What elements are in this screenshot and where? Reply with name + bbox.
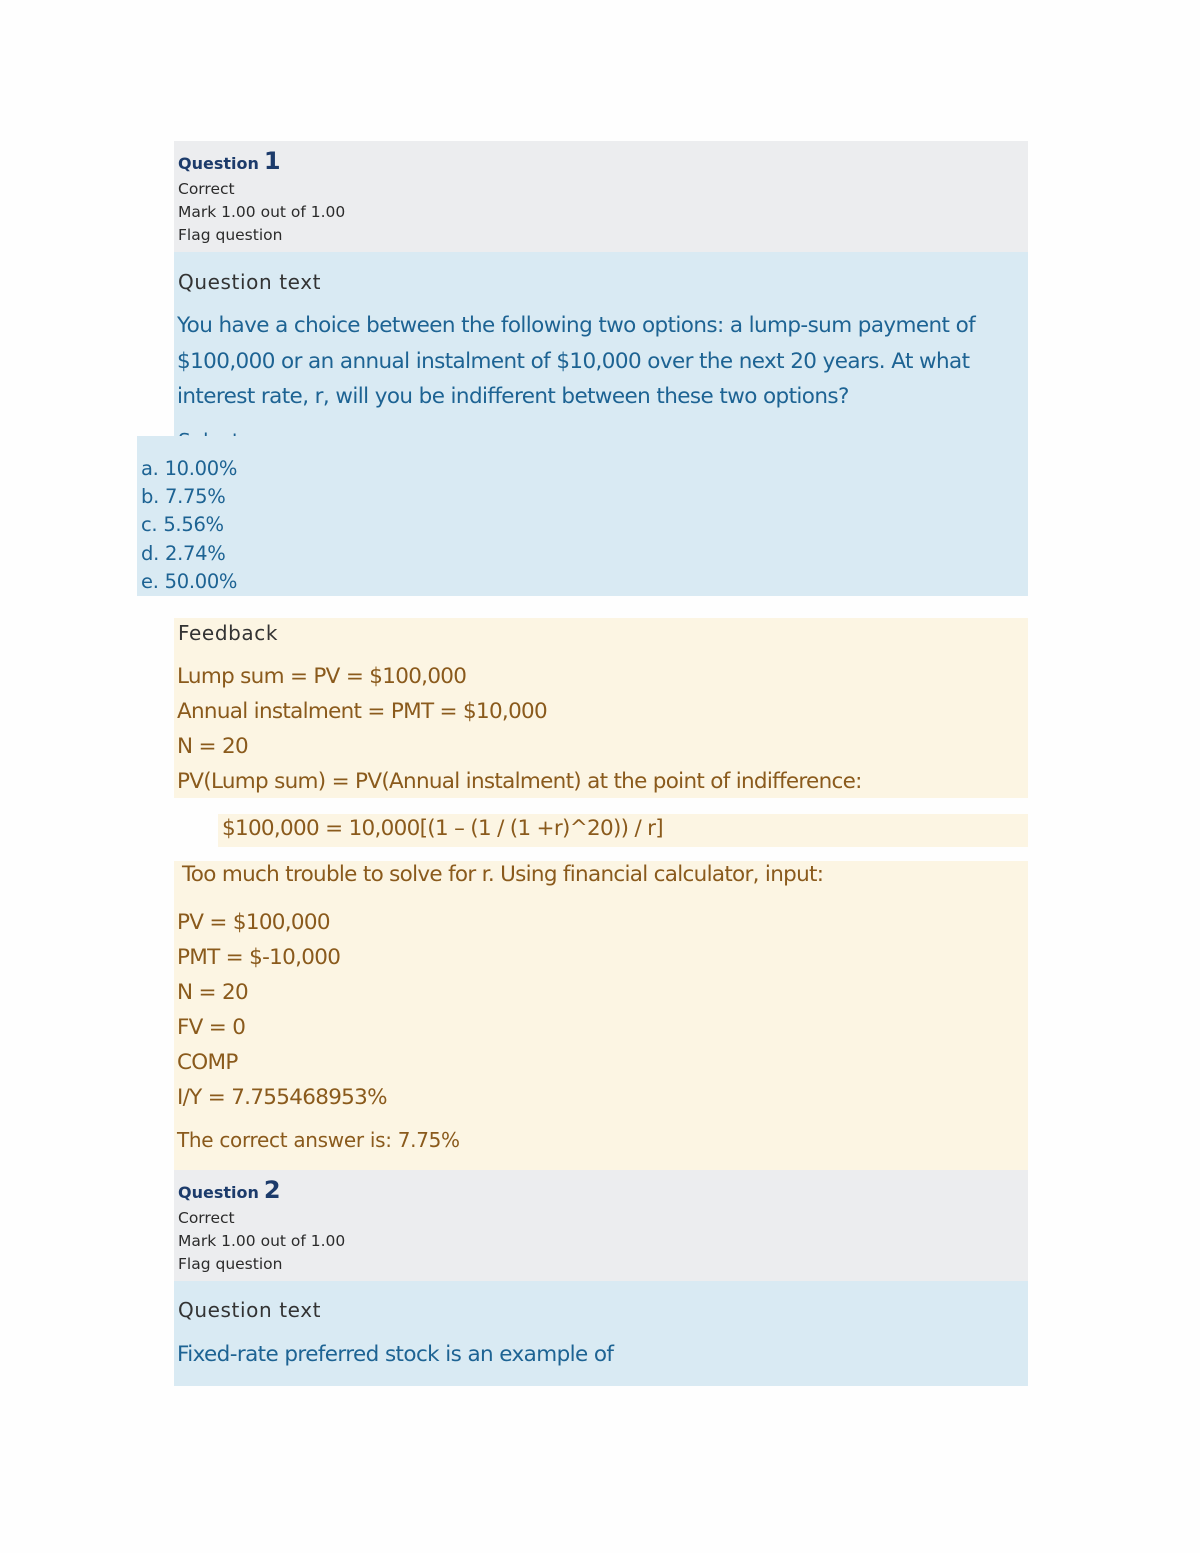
question-1-content [174,252,1028,436]
feedback-line-indifference: PV(Lump sum) = PV(Annual instalment) at the point of indifference: [177,769,862,794]
option-a[interactable]: a. 10.00% [141,457,238,480]
question-2-text: Fixed-rate preferred stock is an example of [177,1342,614,1367]
feedback-formula: $100,000 = 10,000[(1 – (1 / (1 +r)^20)) / r] [222,816,663,841]
answer-options [141,455,237,596]
question-1-label: Question [178,154,259,173]
feedback-calculator-section [174,861,1028,1170]
feedback-input-pv: PV = $100,000 [177,910,330,935]
feedback-input-n: N = 20 [177,980,248,1005]
feedback-heading: Feedback [178,621,279,645]
question-1-text-heading: Question text [178,270,322,294]
question-2-info [174,1170,1028,1281]
option-c[interactable]: c. 5.56% [141,513,224,537]
feedback-correct-answer: The correct answer is: 7.75% [177,1128,460,1152]
feedback-line-lump-sum: Lump sum = PV = $100,000 [177,664,467,689]
feedback-line-annual-instalment: Annual instalment = PMT = $10,000 [177,699,547,724]
question-1-heading [178,147,1024,177]
option-e[interactable]: e. 50.00% [141,569,238,593]
feedback-input-fv: FV = 0 [177,1015,246,1040]
question-1-info [174,141,1028,252]
feedback-formula-box [218,814,1028,847]
question-1-state: Correct [178,180,235,198]
question-1-number: 1 [263,147,281,175]
question-1-mark: Mark 1.00 out of 1.00 [178,203,346,221]
feedback-input-pmt: PMT = $-10,000 [177,945,341,970]
question-2-text-heading: Question text [178,1298,322,1322]
feedback-section [174,618,1028,798]
question-1-answer-area [137,436,1028,596]
option-d[interactable]: d. 2.74% [141,541,226,565]
question-2-state: Correct [178,1209,235,1227]
feedback-line-n: N = 20 [177,734,248,759]
question-2-number: 2 [263,1176,281,1204]
question-2-flag-link[interactable]: Flag question [178,1255,283,1273]
question-1-text: You have a choice between the following two options: a lump-sum payment of $100,000 or an annual instalment of $10,000 over the next 20 years. At what interest rate, r, will you be indifferent between these two options? [177,313,976,409]
question-2-content [174,1281,1028,1386]
feedback-calculator-intro: Too much trouble to solve for r. Using financial calculator, input: [182,862,824,887]
feedback-result-iy: I/Y = 7.755468953% [177,1085,387,1110]
feedback-input-comp: COMP [177,1050,238,1075]
question-1-flag-link[interactable]: Flag question [178,226,283,244]
question-2-label: Question [178,1183,259,1202]
option-b[interactable]: b. 7.75% [141,485,226,509]
question-2-heading [178,1176,1024,1206]
question-2-mark: Mark 1.00 out of 1.00 [178,1232,346,1250]
